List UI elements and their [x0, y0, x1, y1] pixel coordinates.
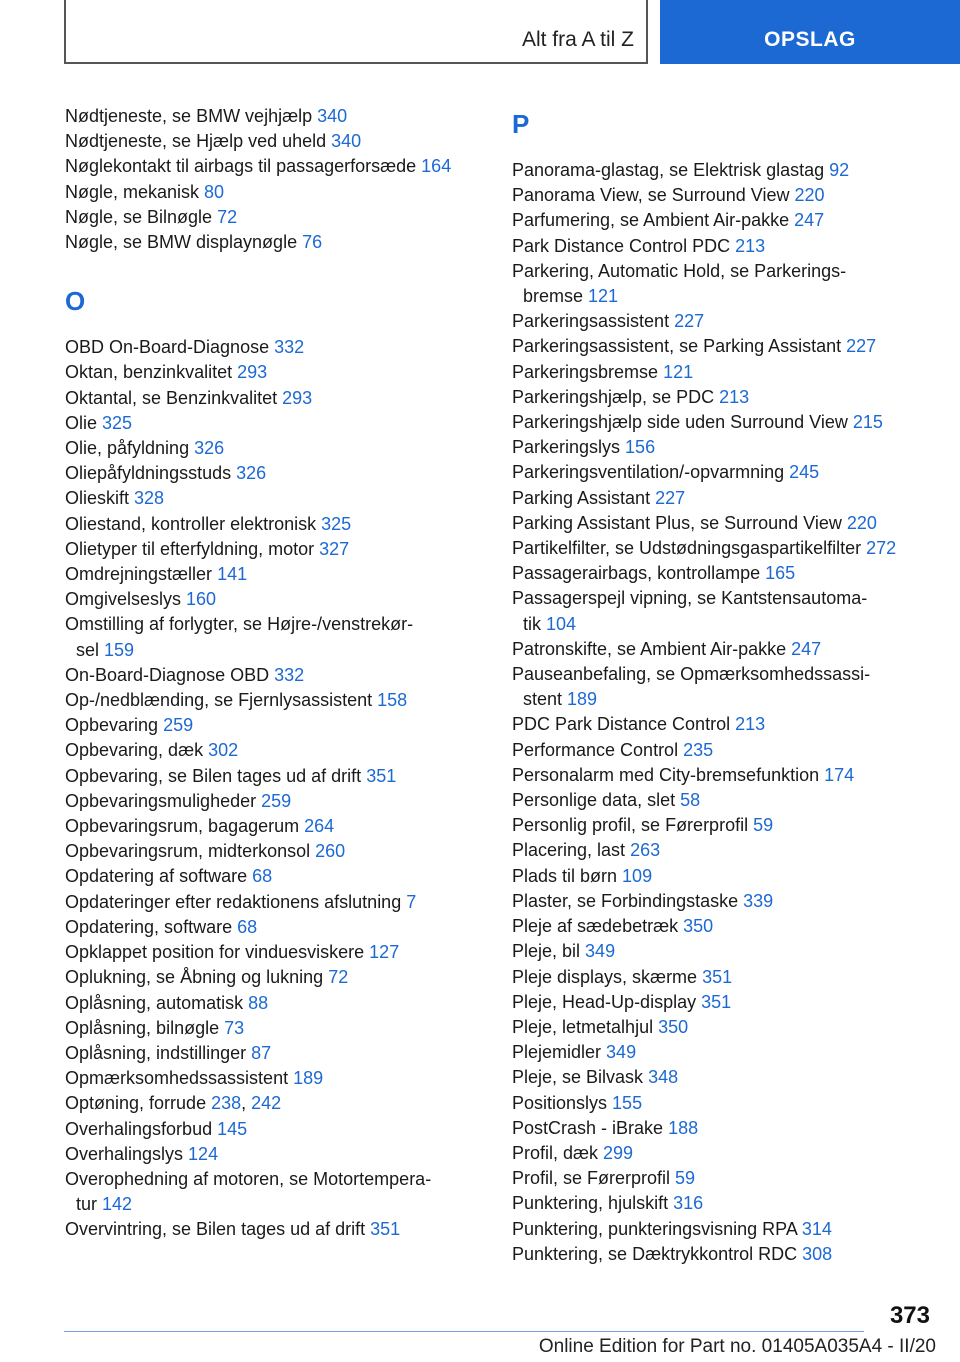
index-entry — [65, 205, 485, 230]
page-reference-link[interactable]: 340 — [331, 131, 362, 152]
index-entry — [512, 486, 942, 511]
page-reference-link[interactable]: 340 — [317, 106, 348, 126]
index-entry — [65, 1217, 485, 1242]
page-reference-link[interactable]: 264 — [304, 816, 335, 837]
index-entry — [512, 990, 942, 1015]
index-entry — [512, 259, 942, 309]
page-reference-link[interactable]: 7 — [406, 891, 417, 912]
index-entry: Optøning, forrude 238, 242 — [65, 1093, 282, 1114]
index-entry — [65, 335, 485, 360]
index-entry — [65, 864, 485, 889]
page-reference-link[interactable]: 314 — [801, 1218, 832, 1239]
index-entry-continuation: tik — [523, 613, 547, 634]
page-reference-link[interactable]: 72 — [328, 967, 349, 988]
index-entry-text: Nøglekontakt til airbags til passagerforsæde — [65, 156, 422, 177]
index-entry-text: Pleje, bil — [512, 941, 586, 962]
index-entry — [512, 1116, 942, 1141]
index-entry-text: Opdatering, software — [65, 916, 238, 937]
section-title: Alt fra A til Z — [521, 28, 634, 51]
index-entry-text: Panorama View, se Surround View — [512, 185, 795, 206]
page-reference-link[interactable]: 189 — [567, 689, 598, 710]
index-entry — [512, 1242, 942, 1267]
page-reference-link[interactable]: 160 — [186, 589, 217, 610]
page-reference-link[interactable]: 88 — [248, 992, 269, 1013]
page-reference-link[interactable]: 174 — [824, 764, 855, 785]
page-reference-link[interactable]: 59 — [753, 815, 774, 836]
index-entry — [65, 789, 485, 814]
index-entry-text: Opdateringer efter redaktionens afslutning — [65, 891, 407, 912]
index-entry-text: Opklappet position for vinduesviskere — [65, 942, 370, 963]
index-entry — [512, 864, 942, 889]
index-entry — [65, 230, 485, 255]
index-entry — [65, 738, 485, 763]
index-entry-text: PostCrash - iBrake — [512, 1117, 669, 1138]
index-entry-text: Personlige data, slet — [512, 790, 681, 811]
index-entry — [65, 1167, 485, 1217]
page-reference-link[interactable]: 227 — [674, 311, 705, 332]
page-reference-link[interactable]: 76 — [302, 232, 323, 253]
page-reference-link[interactable]: 260 — [315, 841, 346, 862]
index-entry-text: Olieskift — [65, 488, 135, 509]
page-reference-link[interactable]: 259 — [163, 715, 194, 736]
page-reference-link[interactable]: 72 — [217, 206, 238, 227]
page-reference-link[interactable]: 332 — [274, 664, 305, 685]
page-reference-link[interactable]: 165 — [765, 563, 796, 584]
index-entry-continuation: sel — [76, 639, 105, 660]
index-entry — [512, 435, 942, 460]
index-entry-text: Overvintring, se Bilen tages ud af drift — [65, 1219, 371, 1240]
index-entry-text: Punktering, punkteringsvisning RPA — [512, 1218, 802, 1239]
page-reference-link[interactable]: 326 — [236, 463, 267, 484]
index-entry — [65, 1016, 485, 1041]
page-reference-link[interactable]: 272 — [866, 538, 897, 559]
index-entry-text: Profil, se Førerprofil — [512, 1168, 676, 1189]
index-entry-text: Opbevaringsrum, midterkonsol — [65, 841, 316, 862]
tab-opslag-label: OPSLAG — [764, 28, 856, 51]
index-entry-text: Parking Assistant — [512, 487, 656, 508]
index-entry — [512, 561, 942, 586]
index-entry-text: Opbevaring — [65, 715, 164, 736]
page-reference-link[interactable]: 92 — [829, 160, 850, 180]
index-entry-text: Plejemidler — [512, 1042, 607, 1063]
index-entry-text: Oplåsning, indstillinger — [65, 1042, 252, 1063]
index-entry-continuation: tur — [76, 1194, 103, 1215]
page-reference-link[interactable]: 326 — [194, 438, 225, 459]
index-entry — [65, 562, 485, 587]
index-entry — [512, 838, 942, 863]
page-reference-link[interactable]: 351 — [701, 991, 732, 1012]
index-entry — [512, 1166, 942, 1191]
index-entry-text: Optøning, forrude — [65, 1093, 212, 1114]
index-entry — [65, 104, 485, 129]
index-entry — [65, 612, 485, 662]
index-entry — [512, 586, 942, 636]
index-entry-text: Nøgle, se Bilnøgle — [65, 206, 218, 227]
page-reference-link[interactable]: 227 — [846, 336, 877, 357]
page-reference-link[interactable]: 299 — [603, 1142, 634, 1163]
index-entry-text: Olie, påfyldning — [65, 438, 195, 459]
index-entry-text: Overophedning af motoren, se Motortempera- — [65, 1168, 432, 1189]
page-reference-link[interactable]: 348 — [648, 1067, 679, 1088]
header-frame — [64, 0, 648, 64]
index-column-right — [512, 104, 942, 1267]
page-reference-link[interactable]: 238 — [211, 1093, 242, 1114]
index-entry — [65, 1142, 485, 1167]
page-reference-link[interactable]: 325 — [321, 513, 352, 534]
index-entry — [512, 813, 942, 838]
index-entry-text: Nødtjeneste, se Hjælp ved uheld — [65, 131, 332, 152]
index-entry-text: PDC Park Distance Control — [512, 714, 736, 735]
page-reference-link[interactable]: 215 — [852, 412, 883, 433]
page-reference-link[interactable]: 328 — [134, 488, 165, 509]
index-entry-text: Oplåsning, bilnøgle — [65, 1017, 225, 1038]
index-entry-text: Parkeringsassistent — [512, 311, 675, 332]
index-entry-text: On-Board-Diagnose OBD — [65, 664, 275, 685]
index-entry-text: Parkeringsassistent, se Parking Assistant — [512, 336, 847, 357]
index-entry — [512, 234, 942, 259]
index-entry-text: Personalarm med City-bremsefunktion — [512, 764, 825, 785]
page-reference-link[interactable]: 235 — [683, 739, 714, 760]
index-entry — [65, 386, 485, 411]
index-entry — [65, 764, 485, 789]
index-entry-continuation: bremse — [523, 286, 589, 307]
index-entry — [512, 360, 942, 385]
index-entry-text: Punktering, hjulskift — [512, 1193, 674, 1214]
page-reference-link[interactable]: 164 — [421, 156, 452, 177]
index-entry — [512, 763, 942, 788]
page-reference-link[interactable]: 59 — [675, 1168, 696, 1189]
page-reference-link[interactable]: 141 — [217, 564, 248, 585]
page-reference-link[interactable]: 245 — [789, 462, 820, 483]
index-entry — [512, 1065, 942, 1090]
index-entry — [512, 1217, 942, 1242]
index-entry-text: Pleje displays, skærme — [512, 966, 703, 987]
index-entry — [65, 436, 485, 461]
index-entry — [512, 334, 942, 359]
index-entry — [65, 180, 485, 205]
index-entry-text: Pleje af sædebetræk — [512, 916, 684, 937]
index-entry — [512, 309, 942, 334]
index-entry-text: Parfumering, se Ambient Air-pakke — [512, 210, 795, 231]
index-entry — [512, 788, 942, 813]
index-entry — [65, 663, 485, 688]
index-entry — [65, 814, 485, 839]
index-entry-text: Passagerspejl vipning, se Kantstensautoma- — [512, 588, 868, 609]
index-entry — [512, 460, 942, 485]
page-reference-link[interactable]: 349 — [606, 1042, 637, 1063]
index-entry — [65, 1066, 485, 1091]
page-reference-link[interactable]: 339 — [743, 890, 774, 911]
index-entry — [65, 890, 485, 915]
index-entry-text: Omdrejningstæller — [65, 564, 218, 585]
index-entry-text: Profil, dæk — [512, 1142, 604, 1163]
index-entry — [512, 637, 942, 662]
index-entry-text: Personlig profil, se Førerprofil — [512, 815, 754, 836]
index-entry — [512, 158, 942, 183]
index-entry — [65, 1117, 485, 1142]
index-entry-text: Oliestand, kontroller elektronisk — [65, 513, 322, 534]
index-entry — [65, 360, 485, 385]
index-entry — [65, 129, 485, 154]
index-entry-text: Nøgle, mekanisk — [65, 181, 205, 202]
page-reference-link[interactable]: 159 — [104, 639, 135, 660]
page-reference-link[interactable]: 80 — [204, 181, 225, 202]
index-entry-text: Oliepåfyldningsstuds — [65, 463, 237, 484]
index-entry-text: Pleje, letmetalhjul — [512, 1016, 659, 1037]
index-entry-text: Parking Assistant Plus, se Surround View — [512, 512, 847, 533]
page-reference-link[interactable]: 189 — [293, 1068, 324, 1089]
index-entry — [65, 512, 485, 537]
index-entry-text: Parkering, Automatic Hold, se Parkerings- — [512, 260, 847, 281]
footer-edition: Online Edition for Part no. 01405A035A4 - II/20 — [538, 1336, 936, 1357]
page-reference-link[interactable]: 351 — [370, 1219, 401, 1240]
index-entry-text: Passagerairbags, kontrollampe — [512, 563, 766, 584]
page-reference-link[interactable]: 349 — [585, 941, 616, 962]
index-entry — [512, 889, 942, 914]
index-entry-text: Opbevaring, se Bilen tages ud af drift — [65, 765, 367, 786]
page-reference-link[interactable]: 68 — [252, 866, 273, 887]
index-entry — [512, 1191, 942, 1216]
index-column-left — [65, 104, 485, 1243]
index-entry-text: Oktan, benzinkvalitet — [65, 362, 238, 383]
page-reference-link[interactable]: 124 — [188, 1143, 219, 1164]
index-entry — [65, 1041, 485, 1066]
index-entry-text: Overhalingslys — [65, 1143, 189, 1164]
index-entry-text: Parkeringshjælp, se PDC — [512, 386, 720, 407]
index-entry — [65, 940, 485, 965]
index-entry — [512, 914, 942, 939]
page-reference-link[interactable]: 350 — [683, 916, 714, 937]
index-entry — [512, 939, 942, 964]
index-entry-text: Nøgle, se BMW displaynøgle — [65, 232, 303, 253]
index-entry — [65, 486, 485, 511]
tab-opslag[interactable] — [660, 0, 960, 64]
page-reference-link[interactable]: 302 — [208, 740, 239, 761]
page-reference-link[interactable]: 58 — [680, 790, 701, 811]
index-entry — [512, 536, 942, 561]
index-entry — [512, 208, 942, 233]
index-entry-text: Parkeringshjælp side uden Surround View — [512, 412, 853, 433]
index-entry — [512, 712, 942, 737]
page-reference-link[interactable]: 325 — [102, 412, 133, 433]
page-reference-link[interactable]: 227 — [655, 487, 686, 508]
page-reference-link[interactable]: 220 — [846, 512, 877, 533]
index-entry-text: Oplåsning, automatisk — [65, 992, 249, 1013]
index-entry-continuation: stent — [523, 689, 568, 710]
index-entry-text: Partikelfilter, se Udstødningsgaspartikelfilter — [512, 538, 867, 559]
page-reference-link[interactable]: 121 — [663, 361, 694, 382]
page-reference-link[interactable]: 293 — [282, 387, 313, 408]
page-reference-link[interactable]: 213 — [719, 386, 750, 407]
index-entry-text: Panorama-glastag, se Elektrisk glastag — [512, 160, 830, 180]
page-reference-link[interactable]: 127 — [369, 942, 400, 963]
index-entry-text: Oplukning, se Åbning og lukning — [65, 967, 329, 988]
index-entry-text: Opbevaringsmuligheder — [65, 790, 262, 811]
index-entry-text: Parkeringsbremse — [512, 361, 664, 382]
index-entry — [512, 965, 942, 990]
index-entry-text: Plaster, se Forbindingstaske — [512, 890, 744, 911]
page-reference-link[interactable]: 327 — [319, 538, 350, 559]
index-entry — [65, 154, 485, 179]
page-reference-link[interactable]: 142 — [102, 1194, 133, 1215]
index-entry-text: Pleje, se Bilvask — [512, 1067, 649, 1088]
index-entry — [65, 537, 485, 562]
page-reference-link[interactable]: 213 — [735, 714, 766, 735]
index-entry — [65, 713, 485, 738]
page-reference-link[interactable]: 158 — [377, 690, 408, 711]
page-reference-link[interactable]: 293 — [237, 362, 268, 383]
index-entry — [512, 385, 942, 410]
index-entry — [65, 688, 485, 713]
index-entry — [65, 991, 485, 1016]
page-reference-link[interactable]: 213 — [735, 235, 766, 256]
index-letter-heading: O — [65, 286, 86, 317]
index-entry-text: Olietyper til efterfyldning, motor — [65, 538, 320, 559]
index-entry — [512, 511, 942, 536]
index-entry-text: Olie — [65, 412, 103, 433]
index-entry-text: Omgivelseslys — [65, 589, 187, 610]
index-entry-text: Parkeringslys — [512, 437, 626, 458]
footer-divider — [64, 1331, 864, 1332]
index-entry-text: Performance Control — [512, 739, 684, 760]
index-entry-text: Patronskifte, se Ambient Air-pakke — [512, 638, 792, 659]
index-entry-text: Omstilling af forlygter, se Højre-/venstrekør- — [65, 614, 414, 635]
page-reference-link[interactable]: 247 — [791, 638, 822, 659]
index-entry — [65, 411, 485, 436]
index-entry-text: Opdatering af software — [65, 866, 253, 887]
page-reference-link[interactable]: 68 — [237, 916, 258, 937]
page-reference-link[interactable]: 104 — [546, 613, 577, 634]
page-reference-link[interactable]: 308 — [802, 1243, 833, 1264]
page-reference-link[interactable]: 350 — [658, 1016, 689, 1037]
index-entry — [512, 183, 942, 208]
index-entry-text: Nødtjeneste, se BMW vejhjælp — [65, 106, 318, 126]
index-entry — [65, 587, 485, 612]
page-reference-link[interactable]: 121 — [588, 286, 619, 307]
index-entry-text: Pauseanbefaling, se Opmærksomhedssassi- — [512, 664, 871, 685]
index-entry — [512, 1141, 942, 1166]
index-entry — [512, 1015, 942, 1040]
index-entry-text: Overhalingsforbud — [65, 1118, 218, 1139]
index-entry-text: Opbevaringsrum, bagagerum — [65, 816, 305, 837]
page-reference-link[interactable]: 242 — [251, 1093, 282, 1114]
page-reference-link[interactable]: 247 — [794, 210, 825, 231]
page-reference-link[interactable]: 263 — [630, 840, 661, 861]
page-reference-link[interactable]: 259 — [261, 790, 292, 811]
index-entry — [65, 839, 485, 864]
page-reference-link[interactable]: 109 — [622, 865, 653, 886]
page-reference-link[interactable]: 351 — [366, 765, 397, 786]
index-entry-text: Oktantal, se Benzinkvalitet — [65, 387, 283, 408]
page-reference-link[interactable]: 332 — [274, 337, 305, 358]
page-reference-link[interactable]: 145 — [217, 1118, 248, 1139]
index-entry-text: Positionslys — [512, 1092, 613, 1113]
index-entry-text: OBD On-Board-Diagnose — [65, 337, 275, 358]
index-entry-text: Opmærksomhedssassistent — [65, 1068, 294, 1089]
page-reference-link[interactable]: 188 — [668, 1117, 699, 1138]
page-reference-link[interactable]: 316 — [673, 1193, 704, 1214]
index-entry — [512, 1040, 942, 1065]
index-entry — [65, 915, 485, 940]
index-entry-text: Opbevaring, dæk — [65, 740, 209, 761]
index-entry-text: Punktering, se Dæktrykkontrol RDC — [512, 1243, 803, 1264]
page-reference-link[interactable]: 220 — [794, 185, 825, 206]
page-reference-link[interactable]: 351 — [702, 966, 733, 987]
page-reference-link[interactable]: 87 — [251, 1042, 272, 1063]
index-entry-text: Op-/nedblænding, se Fjernlysassistent — [65, 690, 378, 711]
index-entry — [512, 410, 942, 435]
index-entry-text: Pleje, Head-Up-display — [512, 991, 702, 1012]
index-entry-text: Placering, last — [512, 840, 631, 861]
page-reference-link[interactable]: 156 — [625, 437, 656, 458]
index-entry — [65, 965, 485, 990]
index-entry-text: Park Distance Control PDC — [512, 235, 736, 256]
page-number: 373 — [889, 1302, 930, 1329]
index-letter-heading: P — [512, 109, 530, 139]
index-entry — [512, 738, 942, 763]
page-reference-link[interactable]: 155 — [612, 1092, 643, 1113]
index-entry-text: Plads til børn — [512, 865, 623, 886]
page-reference-link[interactable]: 73 — [224, 1017, 245, 1038]
index-entry-text: Parkeringsventilation/-opvarmning — [512, 462, 790, 483]
index-entry — [65, 461, 485, 486]
index-entry — [512, 1091, 942, 1116]
index-entry — [512, 662, 942, 712]
